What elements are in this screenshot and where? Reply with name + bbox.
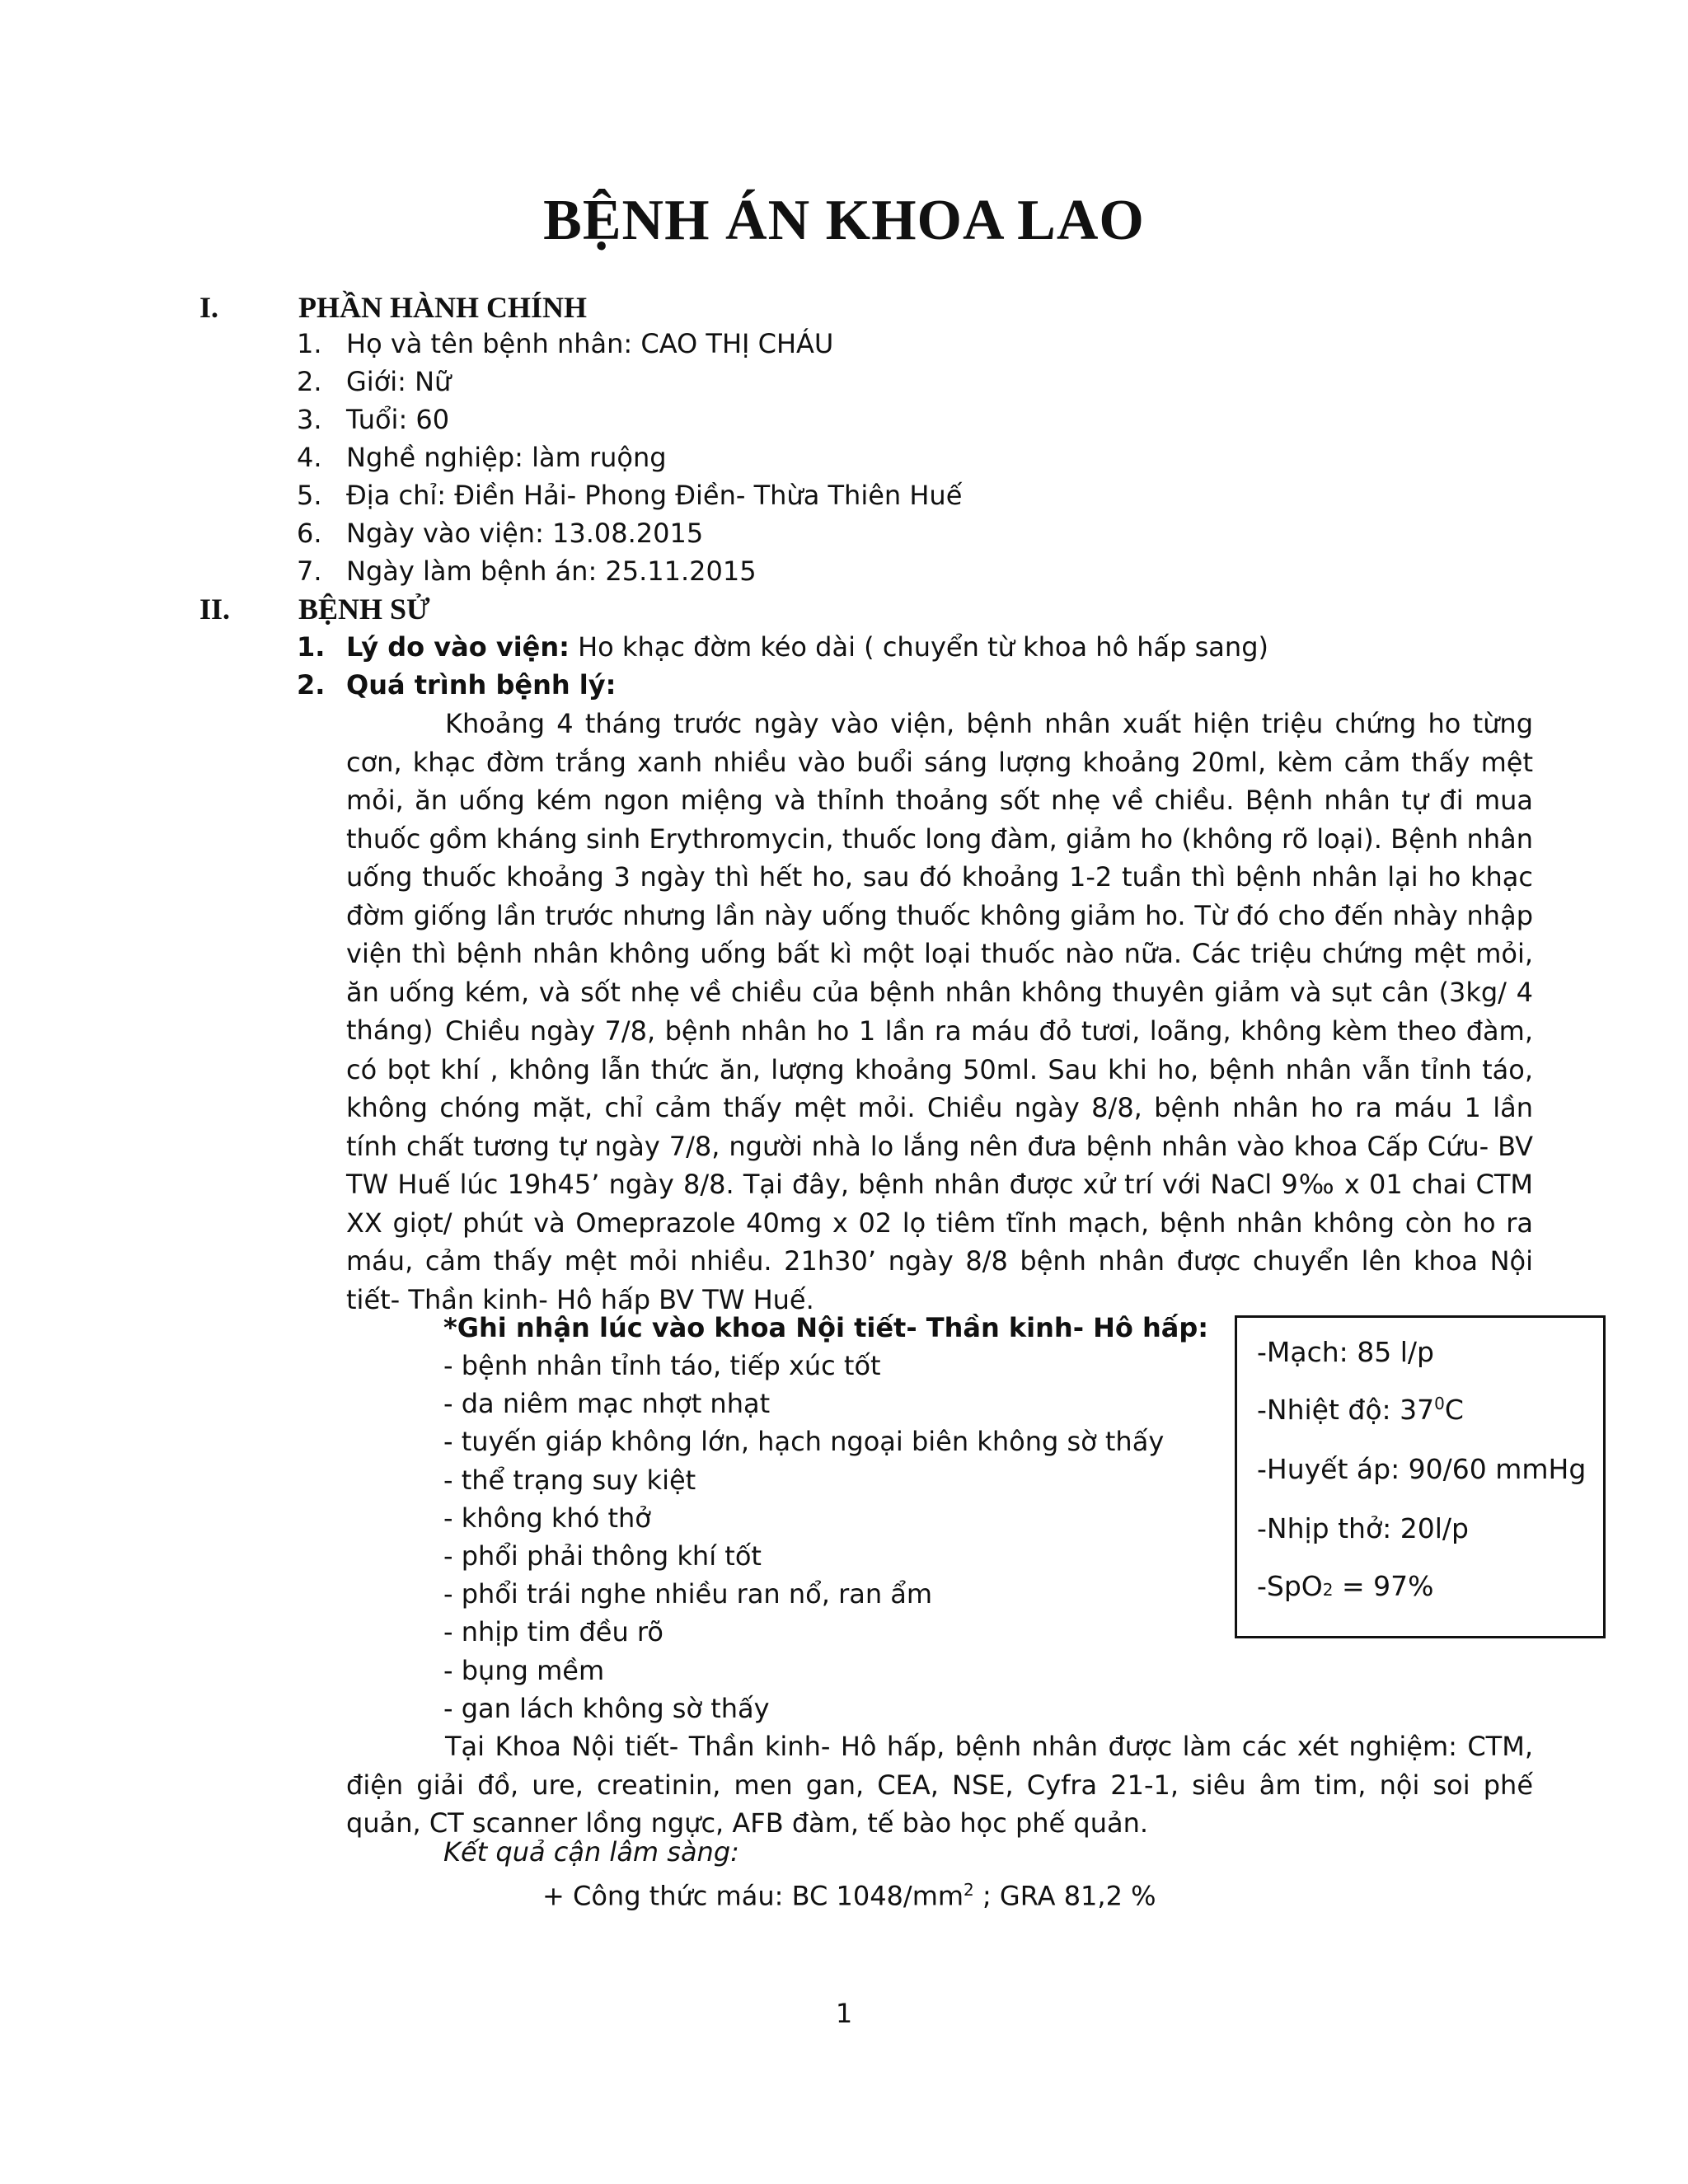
item-text: Nghề nghiệp: làm ruộng [346,442,667,473]
list-item: - bụng mềm [443,1654,605,1686]
item-number: 1. [297,328,322,359]
list-item: - phổi phải thông khí tốt [443,1540,762,1572]
list-item: - thể trạng suy kiệt [443,1464,696,1496]
superscript: 0 [1434,1394,1445,1413]
vital-spo2 [1257,1570,1434,1602]
item-number: 2. [297,366,322,397]
result-text: ; GRA 81,2 % [973,1880,1156,1912]
vital-temperature [1257,1394,1464,1426]
item-text: Tuổi: 60 [346,404,450,435]
subscript: 2 [1322,1580,1334,1600]
list-item: - không khó thở [443,1502,651,1534]
vital-signs-box [1235,1315,1606,1638]
paragraph-text: Khoảng 4 tháng trước ngày vào viện, bệnh nhân xuất hiện triệu chứng ho từng cơn, khạc đờm trắng xanh nhiều vào buổi sáng lượng khoảng 20ml, kèm cảm thấy mệt mỏi, ăn uống kém ngon miệng và thỉnh thoảng sốt nhẹ về chiều. Bệnh nhân tự đi mua thuốc gồm kháng sinh Erythromycin, thuốc long đàm, giảm ho (không rõ loại). Bệnh nhân uống thuốc khoảng 3 ngày thì hết ho, sau đó khoảng 1-2 tuần thì bệnh nhân lại ho khạc đờm giống lần trước nhưng lần này uống thuốc không giảm ho. Từ đó cho đến nhày nhập viện thì bệnh nhân không uống bất kì một loại thuốc nào nữa. Các triệu chứng mệt mỏi, ăn uống kém, và sốt nhẹ về chiều của bệnh nhân không thuyên giảm và sụt cân (3kg/ 4 tháng) [346,708,1533,1046]
item-text: Ho khạc đờm kéo dài ( chuyển từ khoa hô hấp sang) [569,631,1268,663]
item-number: 2. [297,669,326,701]
item-label: Quá trình bệnh lý: [346,669,617,701]
document-title: BỆNH ÁN KHOA LAO [543,189,1145,252]
item-number: 3. [297,404,322,435]
item-number: 5. [297,480,322,511]
item-text: Ngày vào viện: 13.08.2015 [346,518,704,549]
section-number: II. [199,593,231,626]
results-blood-count [542,1871,1156,1915]
vital-temperature-unit: C [1444,1394,1464,1426]
item-number: 4. [297,442,322,473]
list-item: - phổi trái nghe nhiều ran nổ, ran ẩm [443,1578,933,1610]
paragraph-text: Tại Khoa Nội tiết- Thần kinh- Hô hấp, bệnh nhân được làm các xét nghiệm: CTM, điện giải đồ, ure, creatinin, men gan, CEA, NSE, Cyfra 21-1, siêu âm tim, nội soi phế quản, CT scanner lồng ngực, AFB đàm, tế bào học phế quản. [346,1731,1533,1839]
vital-pulse: -Mạch: 85 l/p [1257,1336,1434,1368]
section-label: PHẦN HÀNH CHÍNH [298,291,587,324]
vital-respiration: -Nhịp thở: 20l/p [1257,1512,1469,1544]
admission-notes-title: *Ghi nhận lúc vào khoa Nội tiết- Thần kinh- Hô hấp: [443,1312,1209,1343]
vital-spo2-label: -SpO [1257,1570,1323,1602]
history-paragraph-2 [346,1012,1533,1319]
superscript: 2 [964,1880,974,1900]
vital-spo2-value: = 97% [1333,1570,1434,1602]
page-number: 1 [835,1998,853,2029]
item-number: 7. [297,555,322,587]
item-text: Địa chỉ: Điền Hải- Phong Điền- Thừa Thiên Huế [346,480,963,511]
item-text: Giới: Nữ [346,366,452,397]
results-heading: Kết quả cận lâm sàng: [443,1836,739,1868]
paragraph-text: Chiều ngày 7/8, bệnh nhân ho 1 lần ra máu đỏ tươi, loãng, không kèm theo đàm, có bọt khí , không lẫn thức ăn, lượng khoảng 50ml. Sau khi ho, bệnh nhân vẫn tỉnh táo, không chóng mặt, chỉ cảm thấy mệt mỏi. Chiều ngày 8/8, bệnh nhân ho ra máu 1 lần tính chất tương tự ngày 7/8, người nhà lo lắng nên đưa bệnh nhân vào khoa Cấp Cứu- BV TW Huế lúc 19h45’ ngày 8/8. Tại đây, bệnh nhân được xử trí với NaCl 9‰ x 01 chai CTM XX giọt/ phút và Omeprazole 40mg x 02 lọ tiêm tĩnh mạch, bệnh nhân không còn ho ra máu, cảm thấy mệt mỏi nhiều. 21h30’ ngày 8/8 bệnh nhân được chuyển lên khoa Nội tiết- Thần kinh- Hô hấp BV TW Huế. [346,1015,1533,1315]
list-item: - bệnh nhân tỉnh táo, tiếp xúc tốt [443,1350,881,1381]
list-item: - da niêm mạc nhợt nhạt [443,1388,771,1420]
list-item: - tuyến giáp không lớn, hạch ngoại biên không sờ thấy [443,1426,1165,1458]
item-label: Lý do vào viện: [346,631,570,663]
item-number: 6. [297,518,322,549]
history-paragraph-1 [346,705,1533,1050]
result-text: + Công thức máu: BC 1048/mm [542,1880,964,1912]
section-number: I. [199,291,219,324]
item-number: 1. [297,631,326,663]
admission-notes-list [443,1347,1164,1727]
list-item: - gan lách không sờ thấy [443,1692,770,1724]
section-label: BỆNH SỬ [298,593,430,626]
item-text: Ngày làm bệnh án: 25.11.2015 [346,555,757,587]
list-item: - nhịp tim đều rõ [443,1616,663,1648]
tests-paragraph [346,1727,1533,1843]
item-text: Họ và tên bệnh nhân: CAO THỊ CHÁU [346,328,834,359]
vital-temperature-value: -Nhiệt độ: 37 [1257,1394,1435,1426]
vital-blood-pressure: -Huyết áp: 90/60 mmHg [1257,1453,1587,1485]
